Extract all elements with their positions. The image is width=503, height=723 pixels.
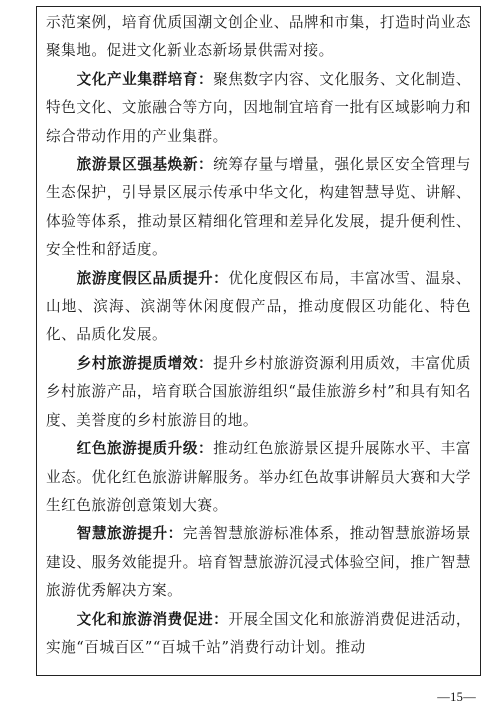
page-number: —15— [437, 690, 476, 704]
paragraph-text: 提升乡村旅游资源利用质效，丰富优质乡村旅游产品，培育联合国旅游组织“最佳旅游乡村”和具有知名度、美誉度的乡村旅游目的地。 [46, 354, 471, 429]
paragraph-text: 聚焦数字内容、文化服务、文化制造、特色文化、文旅融合等方向，因地制宜培育一批有区域影响力和综合带动作用的产业集群。 [46, 70, 471, 145]
paragraph-red-tourism [46, 435, 471, 520]
paragraph-heading: 文化和旅游消费促进： [76, 610, 229, 628]
paragraph-text: 完善智慧旅游标准体系，推动智慧旅游场景建设、服务效能提升。培育智慧旅游沉浸式体验空间，推广智慧旅游优秀解决方案。 [46, 525, 472, 600]
paragraph-text: 统筹存量与增量，强化景区安全管理与生态保护，引导景区展示传承中华文化，构建智慧导览、讲解、体验等体系，推动景区精细化管理和差异化发展，提升便利性、安全性和舒适度。 [46, 156, 471, 259]
paragraph-heading: 乡村旅游提质增效： [76, 354, 214, 372]
paragraph-rural-tourism [46, 350, 471, 435]
paragraph-consumption [46, 606, 471, 663]
paragraph-heading: 旅游景区强基焕新： [76, 156, 214, 174]
paragraph-heading: 智慧旅游提升： [76, 525, 183, 543]
paragraph-text: 示范案例，培育优质国潮文创企业、品牌和市集，打造时尚业态聚集地。促进文化新业态新场景供需对接。 [46, 14, 471, 60]
paragraph-continuation [46, 9, 471, 66]
paragraph-text: 推动红色旅游景区提升展陈水平、丰富业态。优化红色旅游讲解服务。举办红色故事讲解员大赛和大学生红色旅游创意策划大赛。 [46, 440, 471, 514]
paragraph-text: 优化度假区布局，丰富冰雪、温泉、山地、滨海、滨湖等休闲度假产品，推动度假区功能化、特色化、品质化发展。 [46, 269, 471, 344]
paragraph-heading: 红色旅游提质升级： [76, 440, 214, 458]
paragraph-text: 开展全国文化和旅游消费促进活动，实施“百城百区”“百城千站”消费行动计划。推动 [46, 610, 471, 656]
paragraph-heading: 文化产业集群培育： [76, 70, 214, 88]
paragraph-smart-tourism [46, 520, 471, 605]
paragraph-heading: 旅游度假区品质提升： [76, 269, 229, 287]
content-box [36, 6, 481, 676]
paragraph-cultural-industry-cluster [46, 66, 471, 151]
paragraph-resort [46, 265, 471, 350]
paragraph-scenic-area [46, 151, 471, 265]
